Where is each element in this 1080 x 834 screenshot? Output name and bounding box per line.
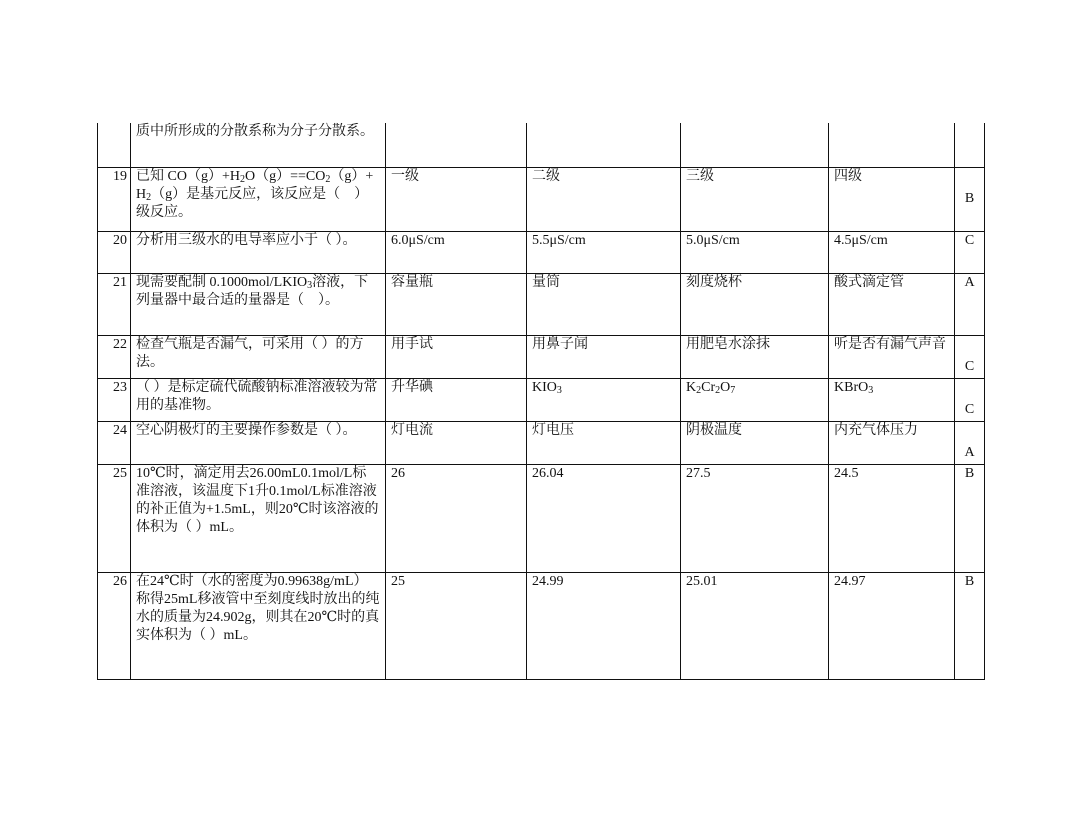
table-row [98, 273, 985, 335]
option-a: 用手试 [386, 335, 527, 378]
table-row [98, 167, 985, 231]
option-b: 二级 [527, 167, 681, 231]
answer: C [955, 335, 985, 378]
option-c: 三级 [681, 167, 829, 231]
table-row [98, 421, 985, 464]
answer: B [955, 572, 985, 679]
option-d: 内充气体压力 [829, 421, 955, 464]
option-b: $KIO_3$ [527, 378, 681, 421]
option-c: 刻度烧杯 [681, 273, 829, 335]
option-d [829, 123, 955, 167]
question-number: 23 [98, 378, 131, 421]
option-d: 四级 [829, 167, 955, 231]
option-b [527, 123, 681, 167]
question-number [98, 123, 131, 167]
option-a: 灯电流 [386, 421, 527, 464]
option-b: 用鼻子闻 [527, 335, 681, 378]
option-a: 26 [386, 464, 527, 572]
table-row [98, 572, 985, 679]
option-b: 量筒 [527, 273, 681, 335]
option-a: 升华碘 [386, 378, 527, 421]
question-number: 21 [98, 273, 131, 335]
option-d: 酸式滴定管 [829, 273, 955, 335]
option-c: 27.5 [681, 464, 829, 572]
option-c: 5.0μS/cm [681, 231, 829, 273]
option-b: 24.99 [527, 572, 681, 679]
option-b: 灯电压 [527, 421, 681, 464]
option-d: 4.5μS/cm [829, 231, 955, 273]
table-row [98, 464, 985, 572]
question-number: 19 [98, 167, 131, 231]
option-a: 容量瓶 [386, 273, 527, 335]
table-row [98, 231, 985, 273]
question-stem: 10℃时，滴定用去26.00mL0.1mol/L标准溶液，该温度下1升0.1mol/L标准溶液的补正值为+1.5mL，则20℃时该溶液的体积为（ ）mL。 [131, 464, 386, 572]
question-stem: 已知 $CO(g)+H_2O(g)==CO_2(g)+H_2(g)$是基元反应，该反应是（ ）级反应。 [131, 167, 386, 231]
option-c [681, 123, 829, 167]
option-a: 6.0μS/cm [386, 231, 527, 273]
question-stem: 空心阴极灯的主要操作参数是（ ）。 [131, 421, 386, 464]
question-stem: （ ）是标定硫代硫酸钠标准溶液较为常用的基准物。 [131, 378, 386, 421]
answer: C [955, 231, 985, 273]
option-c: 阴极温度 [681, 421, 829, 464]
option-b: 5.5μS/cm [527, 231, 681, 273]
question-stem: 在24℃时（水的密度为0.99638g/mL）称得25mL移液管中至刻度线时放出的纯水的质量为24.902g，则其在20℃时的真实体积为（ ）mL。 [131, 572, 386, 679]
option-d: KBrO$_3$ [829, 378, 955, 421]
option-a [386, 123, 527, 167]
option-d: 听是否有漏气声音 [829, 335, 955, 378]
question-number: 25 [98, 464, 131, 572]
question-table [97, 123, 985, 680]
question-stem: 质中所形成的分散系称为分子分散系。 [131, 123, 386, 167]
option-d: 24.97 [829, 572, 955, 679]
answer: B [955, 464, 985, 572]
question-stem: 检查气瓶是否漏气，可采用（ ）的方法。 [131, 335, 386, 378]
question-number: 24 [98, 421, 131, 464]
option-b: 26.04 [527, 464, 681, 572]
answer: B [955, 167, 985, 231]
answer [955, 123, 985, 167]
option-a: 25 [386, 572, 527, 679]
option-d: 24.5 [829, 464, 955, 572]
question-number: 26 [98, 572, 131, 679]
answer: A [955, 421, 985, 464]
option-a: 一级 [386, 167, 527, 231]
question-stem: 现需要配制 $0.1000mol/LKIO_3$溶液，下列量器中最合适的量器是（ ）。 [131, 273, 386, 335]
table-row [98, 378, 985, 421]
answer: C [955, 378, 985, 421]
question-stem: 分析用三级水的电导率应小于（ ）。 [131, 231, 386, 273]
table-row [98, 123, 985, 167]
question-number: 20 [98, 231, 131, 273]
option-c: 用肥皂水涂抹 [681, 335, 829, 378]
question-number: 22 [98, 335, 131, 378]
option-c: $K_2Cr_2O_7$ [681, 378, 829, 421]
answer: A [955, 273, 985, 335]
table-row [98, 335, 985, 378]
option-c: 25.01 [681, 572, 829, 679]
